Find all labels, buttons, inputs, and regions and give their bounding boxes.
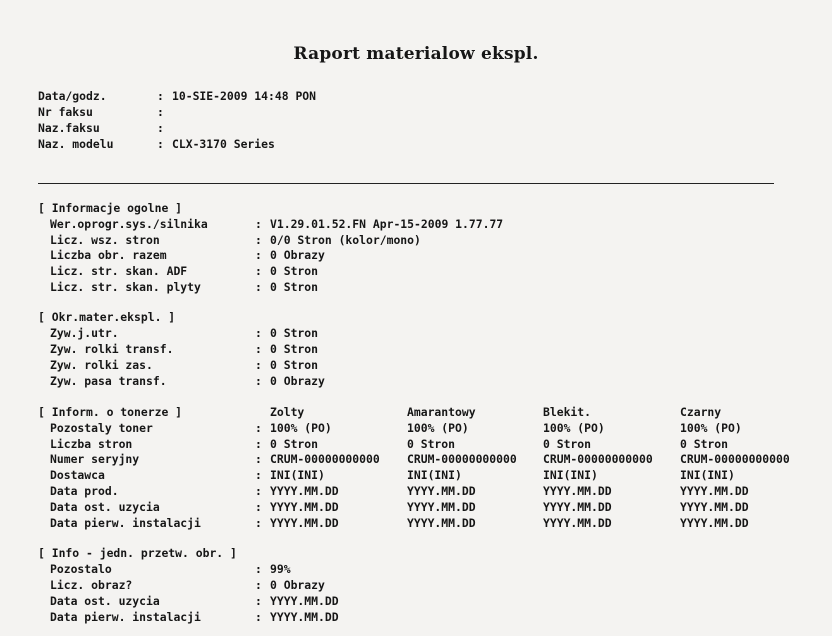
header-label-fax-name: Naz.faksu [38,121,100,135]
toner-cell: 0 Stron [543,437,592,451]
row-colon: : [255,280,262,294]
row-label: Licz. obraz? [50,578,133,592]
header-colon: : [157,89,164,103]
header-label-datetime: Data/godz. [38,89,107,103]
toner-cell: YYYY.MM.DD [680,484,749,498]
toner-cell: 100% (PO) [270,421,332,435]
row-value: YYYY.MM.DD [270,610,339,624]
row-value: 0/0 Stron (kolor/mono) [270,233,421,247]
row-label: Licz. wsz. stron [50,233,160,247]
row-colon: : [255,264,262,278]
row-colon: : [255,358,262,372]
row-label: Liczba stron [50,437,133,451]
toner-cell: INI(INI) [270,468,325,482]
toner-cell: YYYY.MM.DD [680,500,749,514]
row-colon: : [255,500,262,514]
toner-cell: INI(INI) [680,468,735,482]
section-heading: [ Informacje ogolne ] [38,201,183,215]
header-value-model: CLX-3170 Series [172,137,275,151]
row-colon: : [255,452,262,466]
section-heading: [ Info - jedn. przetw. obr. ] [38,546,237,560]
toner-cell: YYYY.MM.DD [407,500,476,514]
header-colon: : [157,105,164,119]
row-value: 99% [270,562,291,576]
row-value: YYYY.MM.DD [270,594,339,608]
header-label-model: Naz. modelu [38,137,114,151]
row-value: 0 Stron [270,342,319,356]
header-value-datetime: 10-SIE-2009 14:48 PON [172,89,317,103]
toner-cell: YYYY.MM.DD [680,516,749,530]
row-label: Zyw. pasa transf. [50,374,167,388]
row-colon: : [255,562,262,576]
toner-cell: YYYY.MM.DD [270,484,339,498]
row-label: Numer seryjny [50,452,140,466]
row-colon: : [255,421,262,435]
section-heading: [ Okr.mater.ekspl. ] [38,310,176,324]
toner-cell: INI(INI) [543,468,598,482]
toner-column-cyan: Blekit. [543,405,592,419]
row-label: Pozostalo [50,562,112,576]
row-colon: : [255,437,262,451]
toner-cell: 0 Stron [680,437,729,451]
row-colon: : [255,468,262,482]
row-value: 0 Stron [270,280,319,294]
toner-column-magenta: Amarantowy [407,405,476,419]
row-colon: : [255,374,262,388]
divider [38,183,774,184]
toner-cell: CRUM-00000000000 [270,452,380,466]
toner-cell: 100% (PO) [407,421,469,435]
toner-cell: INI(INI) [407,468,462,482]
row-label: Pozostaly toner [50,421,153,435]
row-value: 0 Obrazy [270,578,325,592]
toner-cell: YYYY.MM.DD [407,484,476,498]
row-label: Data ost. uzycia [50,500,160,514]
row-colon: : [255,342,262,356]
row-colon: : [255,610,262,624]
row-colon: : [255,217,262,231]
row-value: 0 Stron [270,326,319,340]
row-colon: : [255,594,262,608]
row-label: Zyw. rolki zas. [50,358,153,372]
row-label: Licz. str. skan. ADF [50,264,188,278]
toner-cell: YYYY.MM.DD [407,516,476,530]
row-value: V1.29.01.52.FN Apr-15-2009 1.77.77 [270,217,504,231]
toner-cell: CRUM-00000000000 [407,452,517,466]
toner-column-yellow: Zolty [270,405,305,419]
header-colon: : [157,137,164,151]
toner-cell: 0 Stron [407,437,456,451]
row-label: Data prod. [50,484,119,498]
row-label: Data pierw. instalacji [50,516,201,530]
row-value: 0 Obrazy [270,374,325,388]
row-label: Data pierw. instalacji [50,610,201,624]
toner-cell: YYYY.MM.DD [543,516,612,530]
toner-cell: 100% (PO) [680,421,742,435]
header-label-fax-number: Nr faksu [38,105,93,119]
row-colon: : [255,233,262,247]
row-label: Licz. str. skan. plyty [50,280,201,294]
row-colon: : [255,578,262,592]
row-label: Data ost. uzycia [50,594,160,608]
header-colon: : [157,121,164,135]
row-value: 0 Stron [270,264,319,278]
row-label: Wer.oprogr.sys./silnika [50,217,208,231]
toner-cell: YYYY.MM.DD [543,484,612,498]
toner-cell: CRUM-00000000000 [543,452,653,466]
toner-cell: YYYY.MM.DD [270,500,339,514]
row-label: Zyw. rolki transf. [50,342,174,356]
row-value: 0 Stron [270,358,319,372]
row-colon: : [255,326,262,340]
toner-cell: YYYY.MM.DD [270,516,339,530]
row-colon: : [255,248,262,262]
toner-cell: 0 Stron [270,437,319,451]
row-label: Dostawca [50,468,105,482]
toner-column-black: Czarny [680,405,722,419]
row-value: 0 Obrazy [270,248,325,262]
section-heading: [ Inform. o tonerze ] [38,405,183,419]
toner-cell: CRUM-00000000000 [680,452,790,466]
report-title: Raport materialow ekspl. [293,44,539,64]
toner-cell: YYYY.MM.DD [543,500,612,514]
row-label: Liczba obr. razem [50,248,167,262]
row-colon: : [255,484,262,498]
toner-cell: 100% (PO) [543,421,605,435]
row-label: Zyw.j.utr. [50,326,119,340]
row-colon: : [255,516,262,530]
